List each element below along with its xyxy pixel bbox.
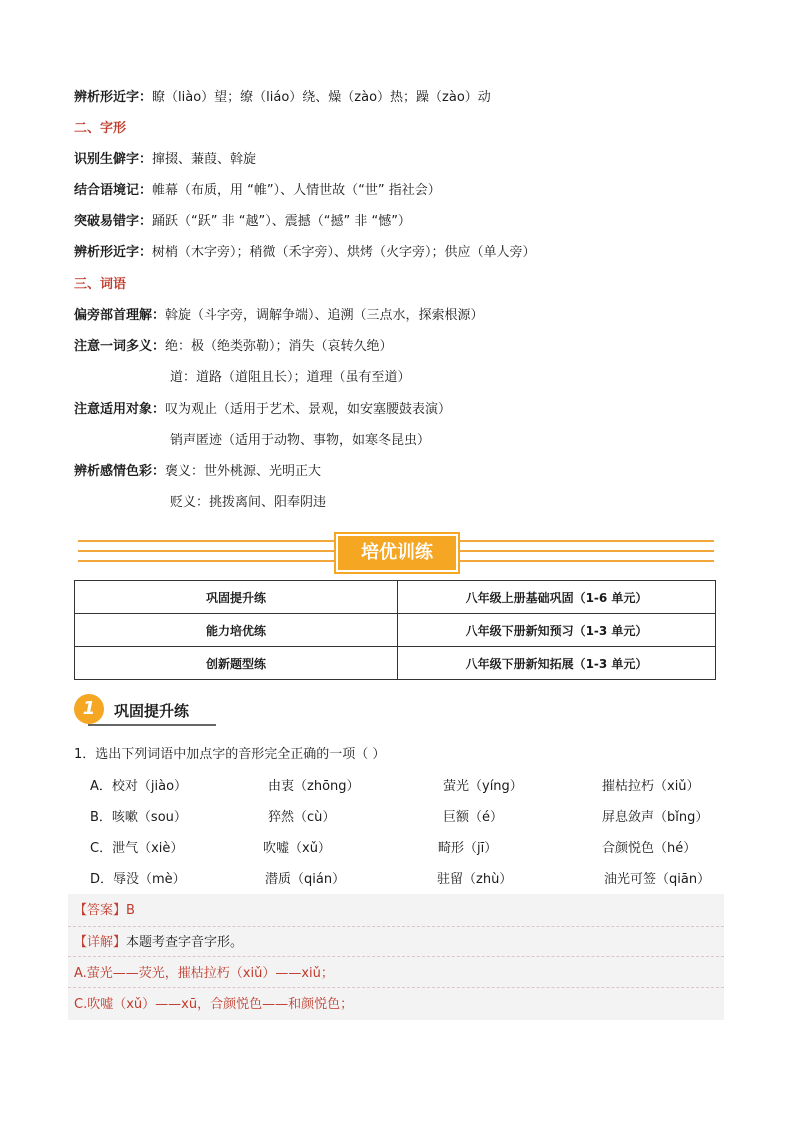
content: 帷幕（布质，用 “帷”）、人情世故（“世” 指社会）: [152, 183, 441, 198]
option-d-1: D．辱没（mè）: [90, 872, 186, 887]
option-d-3: 驻留（zhù）: [437, 872, 513, 887]
answer-value: B: [126, 903, 135, 918]
detail-text: 本题考查字音字形。: [126, 935, 244, 950]
row-context: [74, 182, 441, 200]
divider: [68, 926, 724, 927]
content: 斡旋（斗字旁，调解争端）、追溯（三点水，探索根源）: [165, 308, 484, 323]
detail-line: [74, 934, 243, 952]
training-banner: [78, 538, 714, 564]
option-b-1: B．咳嗽（sou）: [90, 810, 187, 825]
label: 辨析感情色彩：: [74, 464, 166, 479]
answer-label: 【答案】: [74, 903, 127, 918]
label: 注意适用对象：: [74, 402, 166, 417]
option-c-2: 吹嘘（xǔ）: [263, 841, 331, 856]
explanation-c: C.吹嘘（xǔ）——xū，合颜悦色——和颜悦色；: [74, 997, 354, 1012]
row-connotation: [74, 463, 321, 481]
row-similar-chars-2: [74, 244, 536, 262]
option-c-4: 合颜悦色（hé）: [602, 841, 697, 856]
divider: [68, 987, 724, 988]
banner-title: 培优训练: [336, 534, 458, 572]
table-row: [75, 581, 716, 614]
table-cell-name: 创新题型练: [75, 647, 398, 680]
question-stem: 1．选出下列词语中加点字的音形完全正确的一项（ ）: [74, 747, 386, 762]
label: 辨析形近字：: [74, 245, 153, 260]
row-error-prone: [74, 213, 411, 231]
table-row: [75, 614, 716, 647]
label: 偏旁部首理解：: [74, 308, 166, 323]
label: 注意一词多义：: [74, 339, 166, 354]
table-cell-scope: 八年级下册新知拓展（1-3 单元）: [398, 647, 716, 680]
table-row: [75, 647, 716, 680]
practice-section-header: [74, 694, 216, 726]
row-connotation-sub: 贬义：挑拨离间、阳奉阴违: [170, 495, 327, 510]
option-a-4: 摧枯拉朽（xiǔ）: [602, 779, 700, 794]
row-usage: [74, 401, 451, 419]
content: 绝：极（绝类弥勒）；消失（哀转久绝）: [165, 339, 393, 354]
table-cell-name: 巩固提升练: [75, 581, 398, 614]
row-polysemy-sub: 道：道路（道阻且长）；道理（虽有至道）: [170, 370, 411, 385]
section-number-badge: 1: [74, 694, 104, 724]
content: 瞭（liào）望；缭（liáo）绕、燥（zào）热；躁（zào）动: [152, 90, 491, 105]
table-cell-scope: 八年级上册基础巩固（1-6 单元）: [398, 581, 716, 614]
heading-words: 三、词语: [74, 277, 127, 292]
row-usage-sub: 销声匿迹（适用于动物、事物，如寒冬昆虫）: [170, 433, 431, 448]
label: 结合语境记：: [74, 183, 153, 198]
option-b-3: 巨额（é）: [443, 810, 503, 825]
row-radicals: [74, 307, 484, 325]
content: 撺掇、蒹葭、斡旋: [152, 152, 257, 167]
divider: [68, 956, 724, 957]
label: 识别生僻字：: [74, 152, 153, 167]
row-polysemy: [74, 338, 393, 356]
option-c-3: 畸形（jī）: [438, 841, 498, 856]
table-cell-scope: 八年级下册新知预习（1-3 单元）: [398, 614, 716, 647]
label: 辨析形近字：: [74, 90, 153, 105]
option-b-2: 猝然（cù）: [268, 810, 336, 825]
answer-line: [74, 902, 135, 920]
option-a-2: 由衷（zhōng）: [268, 779, 360, 794]
content: 褒义：世外桃源、光明正大: [165, 464, 322, 479]
option-d-4: 油光可签（qiān）: [604, 872, 711, 887]
detail-label: 【详解】: [74, 935, 127, 950]
option-a-1: A．校对（jiào）: [90, 779, 188, 794]
row-rare-chars: [74, 151, 256, 169]
content: 踊跃（“跃” 非 “越”）、震撼（“撼” 非 “憾”）: [152, 214, 411, 229]
option-c-1: C．泄气（xiè）: [90, 841, 184, 856]
option-d-2: 潜质（qián）: [265, 872, 346, 887]
label: 突破易错字：: [74, 214, 153, 229]
line-similar-chars-1: [74, 89, 491, 107]
option-a-3: 萤光（yíng）: [443, 779, 523, 794]
explanation-a: A.萤光——荧光，摧枯拉朽（xiǔ）——xiǔ；: [74, 966, 334, 981]
content: 树梢（木字旁）；稍微（禾字旁）、烘烤（火字旁）；供应（单人旁）: [152, 245, 536, 260]
heading-glyphs: 二、字形: [74, 121, 127, 136]
content: 叹为观止（适用于艺术、景观，如安塞腰鼓表演）: [165, 402, 452, 417]
table-cell-name: 能力培优练: [75, 614, 398, 647]
units-table: [74, 580, 716, 680]
option-b-4: 屏息敛声（bǐng）: [602, 810, 709, 825]
section-title: 巩固提升练: [114, 702, 190, 720]
section-underline: [88, 724, 216, 726]
